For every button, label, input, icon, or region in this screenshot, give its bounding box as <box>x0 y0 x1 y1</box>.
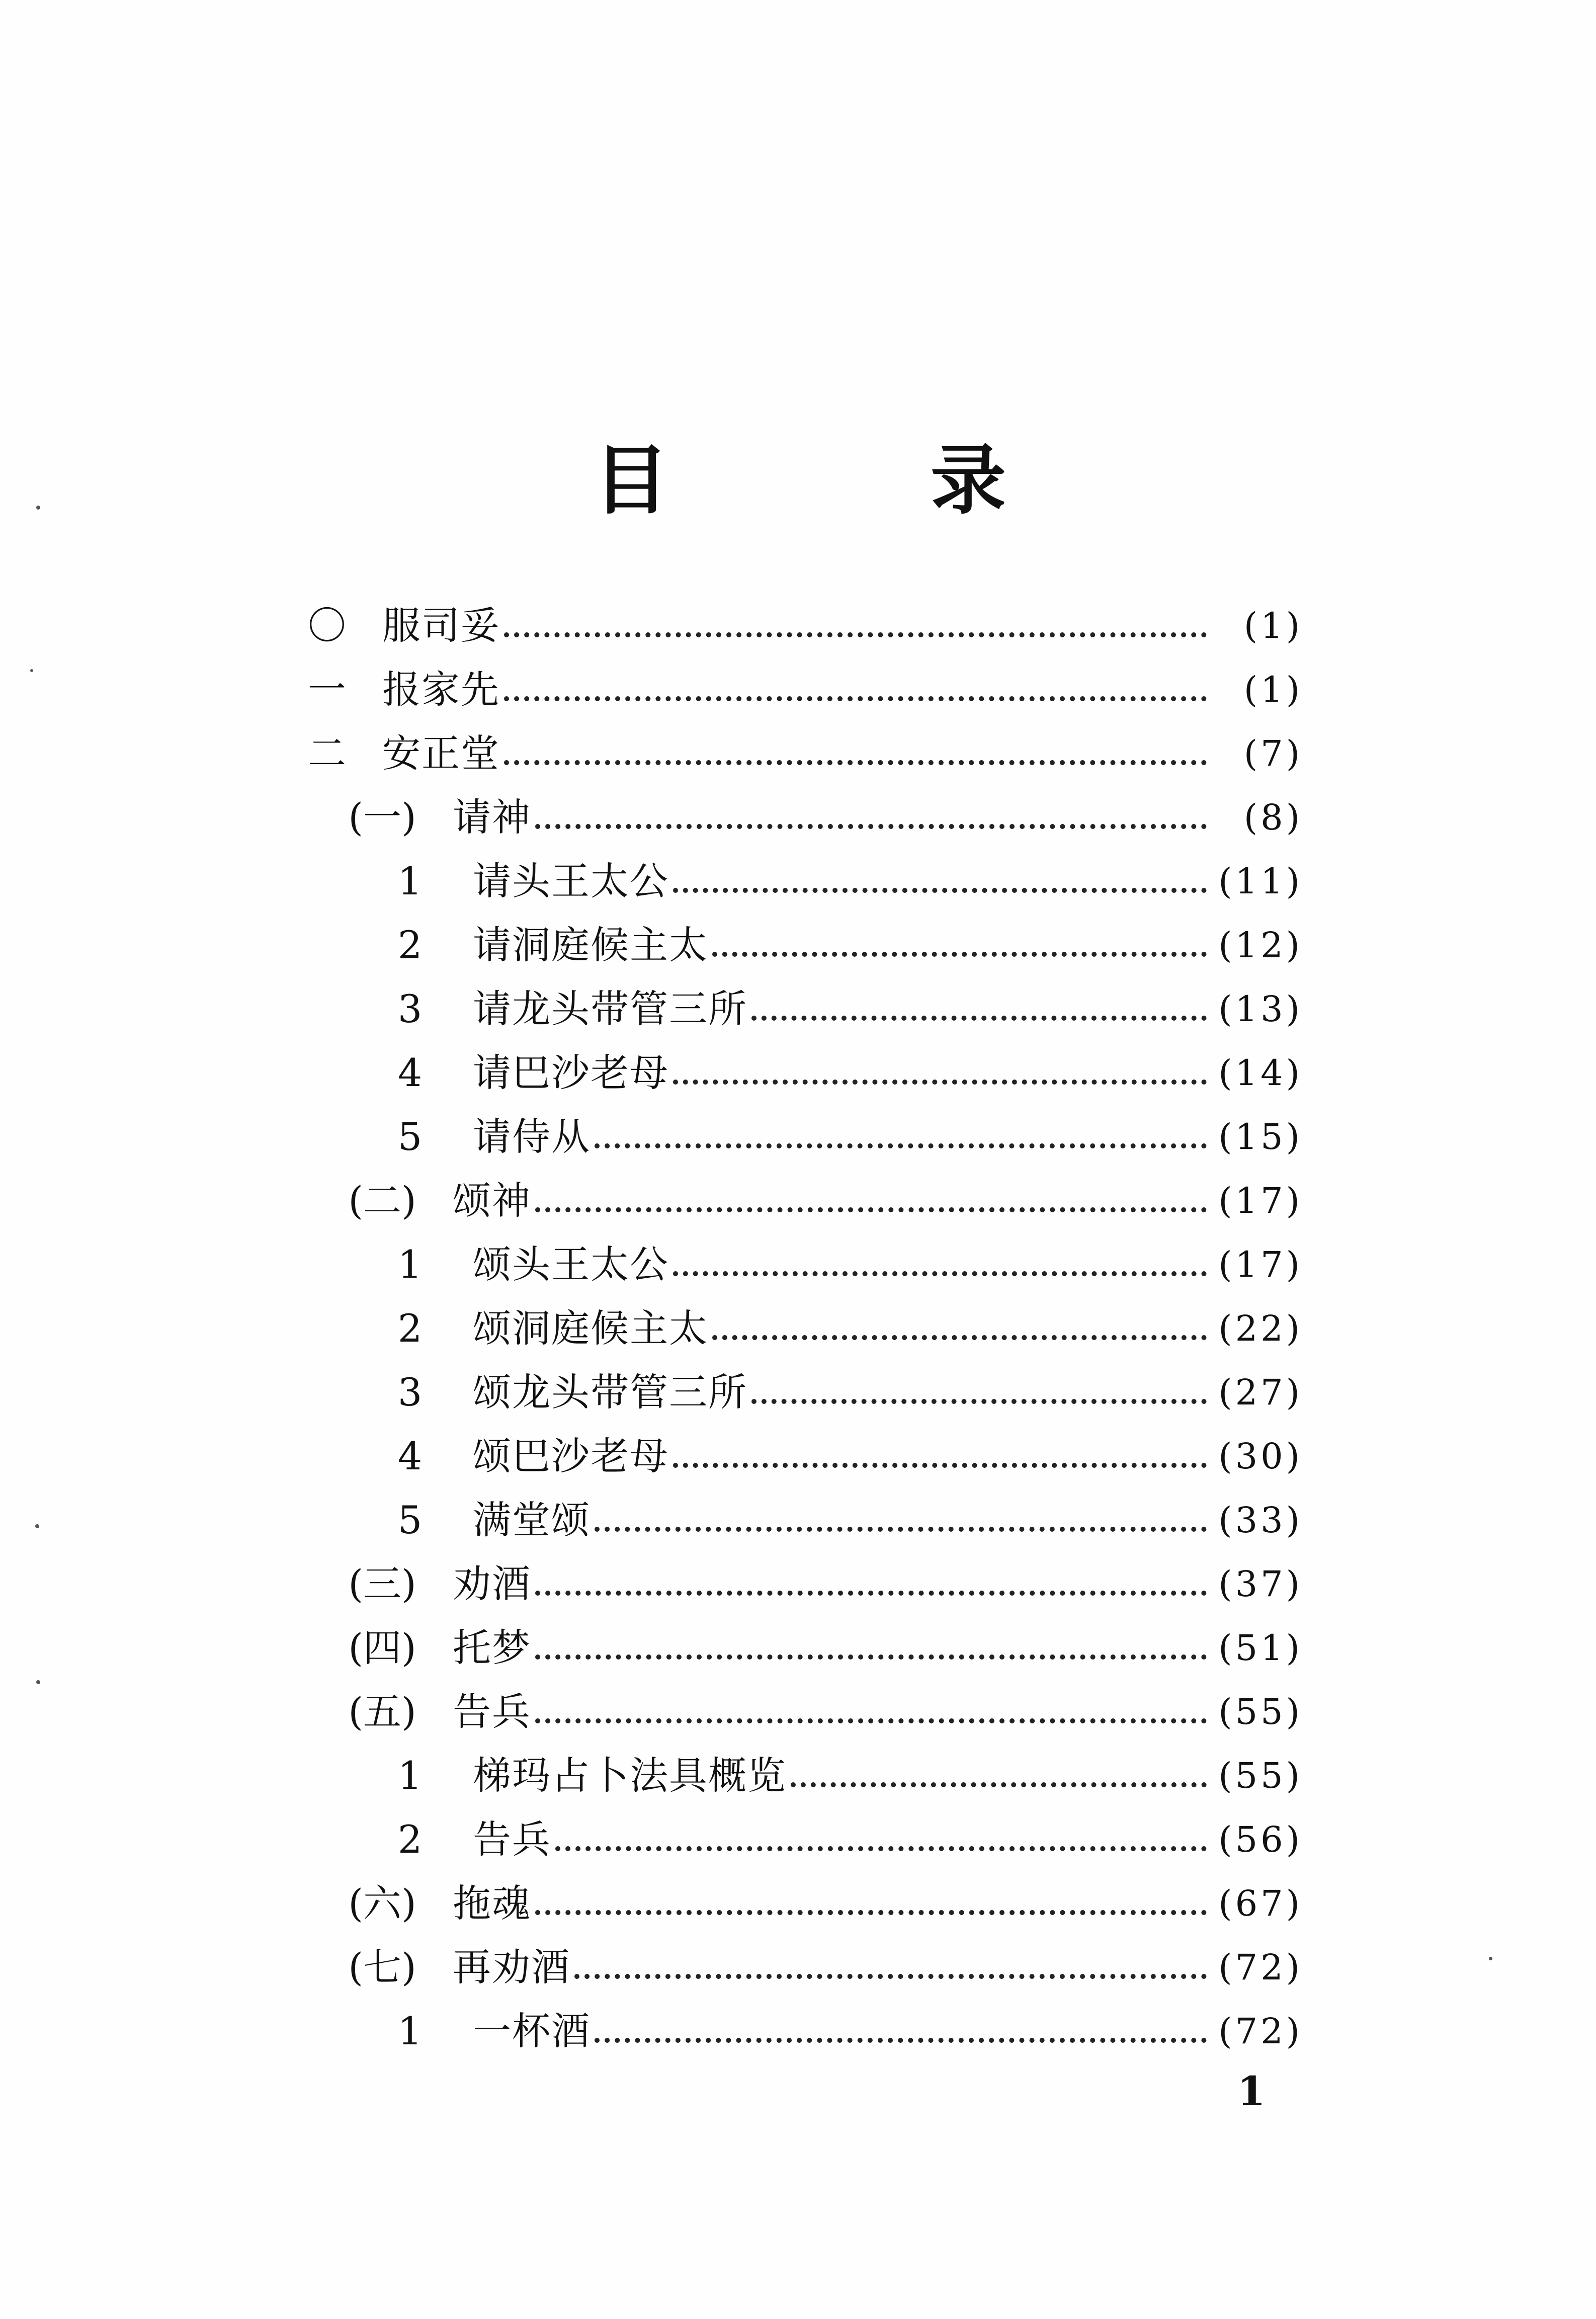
toc-entry-page: (37) <box>1218 1563 1303 1605</box>
toc-entry-number: 1 <box>397 858 423 903</box>
toc-entry[interactable] <box>297 977 1303 1041</box>
toc-entry-title: 颂巴沙老母 <box>473 1433 669 1478</box>
dot-leader <box>535 1591 1207 1596</box>
toc-entry-number: 5 <box>397 1114 423 1159</box>
dot-leader <box>504 632 1207 637</box>
toc-entry-page: (56) <box>1218 1818 1303 1860</box>
toc-entry-page: (1) <box>1243 605 1303 646</box>
toc-entry-number: 2 <box>397 1816 423 1862</box>
toc-entry[interactable] <box>297 1105 1303 1169</box>
toc-entry[interactable] <box>297 1871 1303 1935</box>
scan-speck <box>36 506 40 510</box>
toc-entry-page: (22) <box>1218 1307 1303 1349</box>
toc-entry-title: 颂龙头带管三所 <box>473 1369 747 1415</box>
toc-entry[interactable] <box>297 1744 1303 1807</box>
toc-entry-title: 托梦 <box>453 1625 531 1670</box>
dot-leader <box>712 1335 1207 1340</box>
dot-leader <box>535 1910 1207 1915</box>
toc-entry-number: 5 <box>397 1497 423 1542</box>
dot-leader <box>712 952 1207 957</box>
toc-entry[interactable] <box>297 1488 1303 1552</box>
toc-entry-number: 3 <box>397 1369 423 1415</box>
toc-entry[interactable] <box>297 1807 1303 1871</box>
toc-entry-title: 满堂颂 <box>473 1497 591 1542</box>
scan-speck <box>1489 1957 1492 1960</box>
toc-entry[interactable] <box>297 1360 1303 1424</box>
toc-entry-page: (14) <box>1218 1052 1303 1094</box>
dot-leader <box>535 824 1207 829</box>
toc-entry[interactable] <box>297 1041 1303 1105</box>
toc-entry-number: 1 <box>397 2008 423 2053</box>
toc-entry[interactable] <box>297 594 1303 657</box>
toc-entry[interactable] <box>297 1616 1303 1680</box>
toc-entry-number: (五) <box>348 1689 416 1734</box>
toc-entry-number: (四) <box>348 1625 416 1670</box>
toc-entry-page: (8) <box>1243 796 1303 838</box>
toc-entry[interactable] <box>297 1424 1303 1488</box>
page-title <box>594 436 1006 525</box>
toc-entry-number: 1 <box>397 1241 423 1287</box>
toc-entry-number: (六) <box>348 1880 416 1926</box>
toc-entry[interactable] <box>297 657 1303 721</box>
toc-entry[interactable] <box>297 1296 1303 1360</box>
dot-leader <box>574 1974 1207 1979</box>
toc-entry-number: 〇 <box>308 603 346 648</box>
toc-entry-page: (51) <box>1218 1627 1303 1669</box>
toc-entry-number: 4 <box>397 1433 423 1478</box>
dot-leader <box>673 1080 1207 1085</box>
dot-leader <box>555 1846 1207 1851</box>
toc-entry-title: 颂洞庭候主太 <box>473 1305 708 1351</box>
page-number: 1 <box>1237 2067 1266 2115</box>
toc-entry-page: (17) <box>1218 1180 1303 1221</box>
title-char-1: 目 <box>594 436 669 525</box>
toc-entry-page: (17) <box>1218 1244 1303 1285</box>
toc-entry-number: (二) <box>348 1178 416 1223</box>
toc-entry[interactable] <box>297 1680 1303 1744</box>
toc-entry-number: 二 <box>308 730 346 776</box>
toc-entry-page: (11) <box>1218 860 1303 902</box>
toc-entry-number: (一) <box>348 794 416 840</box>
toc-entry[interactable] <box>297 1169 1303 1232</box>
toc-entry-page: (55) <box>1218 1691 1303 1732</box>
toc-entry-number: (三) <box>348 1561 416 1606</box>
dot-leader <box>595 2038 1207 2043</box>
toc-entry-number: (七) <box>348 1944 416 1990</box>
dot-leader <box>673 1463 1207 1468</box>
toc-entry-title: 请头王太公 <box>473 858 669 903</box>
toc-entry-title: 请洞庭候主太 <box>473 922 708 967</box>
toc-entry-page: (7) <box>1243 732 1303 774</box>
toc-entry-title: 请巴沙老母 <box>473 1050 669 1095</box>
toc-entry-title: 梯玛占卜法具概览 <box>473 1753 787 1798</box>
dot-leader <box>535 1207 1207 1212</box>
toc-entry-title: 告兵 <box>473 1816 551 1862</box>
table-of-contents <box>297 594 1303 2063</box>
toc-entry-page: (55) <box>1218 1755 1303 1796</box>
toc-entry-title: 劝酒 <box>453 1561 531 1606</box>
toc-entry-number: 4 <box>397 1050 423 1095</box>
toc-entry-title: 告兵 <box>453 1689 531 1734</box>
toc-entry-page: (67) <box>1218 1882 1303 1924</box>
toc-entry-number: 3 <box>397 986 423 1031</box>
toc-entry[interactable] <box>297 785 1303 849</box>
toc-entry-title: 拖魂 <box>453 1880 531 1926</box>
dot-leader <box>673 1271 1207 1276</box>
toc-entry-page: (12) <box>1218 924 1303 966</box>
toc-entry-title: 一杯酒 <box>473 2008 591 2053</box>
toc-entry-page: (72) <box>1218 1946 1303 1988</box>
toc-entry[interactable] <box>297 721 1303 785</box>
dot-leader <box>504 760 1207 765</box>
title-char-2: 录 <box>930 436 1006 525</box>
toc-entry-number: 一 <box>308 667 346 712</box>
toc-entry-title: 再劝酒 <box>453 1944 570 1990</box>
toc-entry[interactable] <box>297 1999 1303 2063</box>
scan-speck <box>35 1524 39 1528</box>
toc-entry-number: 2 <box>397 922 423 967</box>
dot-leader <box>504 696 1207 701</box>
toc-entry-title: 服司妥 <box>382 603 500 648</box>
toc-entry[interactable] <box>297 1935 1303 1999</box>
toc-entry-title: 颂神 <box>453 1178 531 1223</box>
scan-speck <box>36 1680 40 1684</box>
toc-entry-title: 颂头王太公 <box>473 1241 669 1287</box>
dot-leader <box>673 888 1207 893</box>
toc-entry[interactable] <box>297 1552 1303 1616</box>
dot-leader <box>751 1016 1207 1021</box>
dot-leader <box>751 1399 1207 1404</box>
toc-entry-page: (1) <box>1243 669 1303 710</box>
dot-leader <box>535 1654 1207 1660</box>
toc-entry-title: 报家先 <box>382 667 500 712</box>
toc-entry-page: (27) <box>1218 1371 1303 1413</box>
toc-entry-page: (30) <box>1218 1435 1303 1477</box>
toc-entry-title: 安正堂 <box>382 730 500 776</box>
toc-entry-page: (15) <box>1218 1116 1303 1157</box>
toc-entry-title: 请龙头带管三所 <box>473 986 747 1031</box>
toc-entry-page: (33) <box>1218 1499 1303 1541</box>
dot-leader <box>595 1143 1207 1148</box>
toc-entry-page: (13) <box>1218 988 1303 1030</box>
dot-leader <box>535 1718 1207 1723</box>
toc-entry-page: (72) <box>1218 2010 1303 2052</box>
dot-leader <box>791 1782 1207 1787</box>
toc-entry-title: 请侍从 <box>473 1114 591 1159</box>
toc-entry-number: 1 <box>397 1753 423 1798</box>
scan-speck <box>30 669 33 672</box>
dot-leader <box>595 1527 1207 1532</box>
toc-entry-number: 2 <box>397 1305 423 1351</box>
toc-entry[interactable] <box>297 849 1303 913</box>
toc-entry[interactable] <box>297 1232 1303 1296</box>
toc-entry[interactable] <box>297 913 1303 977</box>
toc-entry-title: 请神 <box>453 794 531 840</box>
